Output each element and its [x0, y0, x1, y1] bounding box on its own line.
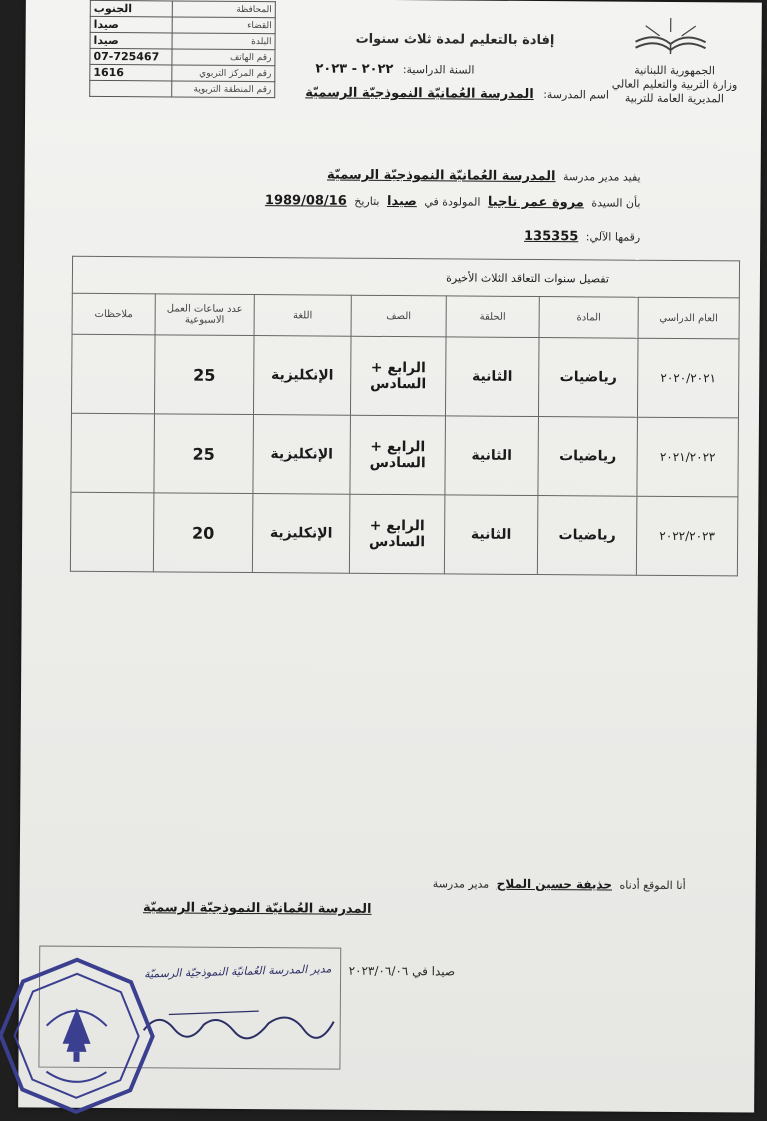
- table-row: [71, 334, 739, 418]
- person-name: مروة عمر ناجيا: [487, 194, 584, 211]
- cell-subject: رياضيات: [537, 496, 637, 576]
- cell-year: ٢٠٢٢/٢٠٢٣: [636, 496, 738, 576]
- directorate-name: المديرية العامة للتربية: [624, 91, 725, 106]
- handwritten-signature: [139, 1002, 339, 1043]
- column-header: الحلقة: [446, 296, 539, 338]
- cell-year: ٢٠٢١/٢٠٢٢: [637, 417, 739, 497]
- cell-grade: الرابع + السادس: [349, 494, 445, 574]
- contract-years-table: [70, 256, 740, 577]
- info-label: رقم الهاتف: [172, 49, 275, 66]
- cell-grade: الرابع + السادس: [350, 415, 446, 495]
- cell-notes: [71, 413, 155, 493]
- school-name-label: اسم المدرسة:: [543, 88, 610, 102]
- info-value: [90, 80, 172, 97]
- signatory-prefix: أنا الموقع أدناه: [619, 878, 686, 893]
- born-label: المولودة في: [424, 195, 481, 209]
- cell-hours: 20: [153, 493, 253, 573]
- cell-hours: 25: [154, 335, 254, 415]
- cell-subject: رياضيات: [538, 417, 638, 497]
- document-sheet: [18, 0, 762, 1113]
- column-header: المادة: [539, 297, 638, 339]
- column-header: العام الدراسي: [638, 297, 739, 339]
- place-date-line: صيدا في ٢٠٢٣/٠٦/٠٦: [348, 963, 456, 979]
- cell-language: الإنكليزية: [252, 494, 350, 574]
- republic-name: الجمهورية اللبنانية: [634, 63, 716, 78]
- info-value: صيدا: [90, 32, 172, 49]
- info-label: رقم المركز التربوي: [172, 65, 275, 82]
- table-row: [70, 492, 738, 576]
- school-name-line: [305, 85, 609, 102]
- table-header-row: [72, 293, 739, 339]
- employee-number-label: رقمها الآلي:: [585, 230, 641, 244]
- declaration-line-3: [520, 229, 640, 245]
- cell-hours: 25: [154, 414, 254, 494]
- birth-date: 1989/08/16: [264, 193, 347, 209]
- ministry-header: [612, 64, 738, 107]
- cell-cycle: الثانية: [444, 495, 538, 575]
- school-name-value: المدرسة العُمانيّة النموذجيّة الرسميّة: [305, 85, 534, 102]
- info-value: الجنوب: [90, 0, 172, 17]
- info-label: البلدة: [172, 33, 275, 50]
- table-caption-row: [72, 256, 739, 298]
- ministry-name: وزارة التربية والتعليم العالي: [611, 77, 738, 92]
- info-value: 07-725467: [90, 48, 172, 65]
- signatory-role: مدير مدرسة: [432, 877, 490, 891]
- info-row: [90, 16, 275, 33]
- cell-language: الإنكليزية: [253, 336, 351, 416]
- info-row: [90, 80, 275, 97]
- book-logo-icon: [625, 14, 715, 65]
- cell-subject: رياضيات: [538, 338, 638, 418]
- info-value: 1616: [90, 64, 172, 81]
- info-row: [90, 48, 275, 65]
- document-title: إفادة بالتعليم لمدة ثلاث سنوات: [355, 31, 555, 49]
- signatory-name: حذيفة حسين الملاح: [496, 876, 613, 892]
- cell-language: الإنكليزية: [253, 415, 351, 495]
- cell-cycle: الثانية: [445, 416, 539, 496]
- column-header: ملاحظات: [72, 293, 155, 335]
- birth-place: صيدا: [386, 193, 417, 210]
- cell-notes: [71, 334, 155, 414]
- table-row: [71, 413, 739, 497]
- person-prefix: بأن السيدة: [591, 196, 641, 210]
- info-label: القضاء: [172, 17, 275, 34]
- signatory-line: [433, 876, 686, 892]
- info-row: [90, 0, 275, 17]
- column-header: الصف: [351, 295, 446, 337]
- info-row: [90, 32, 275, 49]
- cell-cycle: الثانية: [445, 337, 539, 417]
- declaration-line-1: [323, 168, 641, 185]
- stamp-caption: مدير المدرسة العُمانيّة النموذجيّة الرسميّة: [143, 962, 332, 981]
- cell-notes: [70, 492, 154, 572]
- info-row: [90, 64, 275, 81]
- info-label: المحافظة: [172, 1, 275, 18]
- school-year-value: ٢٠٢٢ - ٢٠٢٣: [315, 61, 394, 78]
- signatory-school: المدرسة العُمانيّة النموذجيّة الرسميّة: [142, 900, 372, 917]
- cell-year: ٢٠٢٠/٢٠٢١: [637, 338, 739, 418]
- column-header: اللغة: [254, 295, 351, 337]
- info-value: صيدا: [90, 16, 172, 33]
- cell-grade: الرابع + السادس: [350, 336, 446, 416]
- date-label: بتاريخ: [354, 194, 380, 208]
- employee-number: 135355: [523, 228, 579, 245]
- table-caption: تفصيل سنوات التعاقد الثلاث الأخيرة: [72, 256, 739, 298]
- info-label: رقم المنطقة التربوية: [172, 81, 275, 98]
- official-seal-icon: [0, 955, 157, 1116]
- location-info-table: [89, 0, 276, 98]
- column-header: عدد ساعات العمل الاسبوعية: [155, 294, 254, 336]
- school-year-line: [315, 61, 474, 77]
- school-year-label: السنة الدراسية:: [402, 63, 475, 77]
- declaration-line-2: [261, 193, 641, 211]
- declaration-prefix: يفيد مدير مدرسة: [562, 170, 641, 184]
- declaration-school: المدرسة العُمانيّة النموذجيّة الرسميّة: [326, 167, 556, 185]
